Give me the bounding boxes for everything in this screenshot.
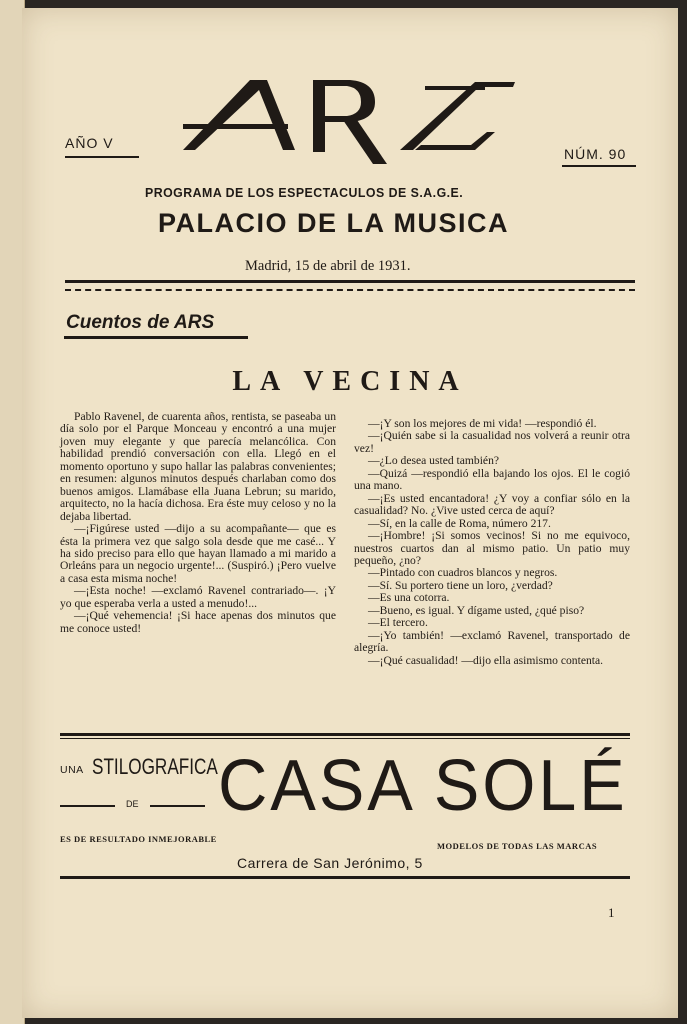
year-underline xyxy=(65,156,139,158)
right-paragraph: —¡Yo también! —exclamó Ravenel, transportado de alegría. xyxy=(354,628,630,655)
left-paragraph: —¡Figúrese usted —dijo a su acompañante— que es ésta la primera vez que salgo sola desde que me casé... Y ha sido preciso para ello que hayan llamado a mi marido a Orleáns para un negocio urgente!... (Suspiró.) ¡Pero vuelve a casa esta misma noche! xyxy=(60,522,336,585)
right-paragraph: —¡Qué casualidad! —dijo ella asimismo contenta. xyxy=(368,653,604,667)
year-label: AÑO V xyxy=(65,135,114,151)
right-paragraph: —El tercero. xyxy=(368,616,428,630)
right-paragraph: —¿Lo desea usted también? xyxy=(368,454,500,468)
right-paragraph: —Bueno, es igual. Y dígame usted, ¿qué piso? xyxy=(368,603,585,617)
number-underline xyxy=(562,165,636,167)
advert-una: UNA xyxy=(60,764,84,776)
advert-de: DE xyxy=(126,799,139,809)
section-label: Cuentos de ARS xyxy=(66,312,215,333)
advert-de-line-right xyxy=(150,805,205,807)
advert-top-rule-thin xyxy=(60,738,630,739)
right-paragraph: —¡Es usted encantadora! ¿Y voy a confiar sólo en la casualidad? No. ¿Vive usted cerca de aquí? xyxy=(354,491,630,518)
advert-left-tag: ES DE RESULTADO INMEJORABLE xyxy=(60,834,217,844)
left-paragraph: —¡Esta noche! —exclamó Ravenel contrariado—. ¡Y yo que esperaba verla a usted a menudo!... xyxy=(60,584,336,610)
left-paragraph: Pablo Ravenel, de cuarenta años, rentista, se paseaba un día solo por el Parque Monceau y encontró a una mujer joven muy elegante y que parecía melancólica. Con habilidad prendió conversación con ella. Llegó en el momento oportuno y supo hallar las palabras convenientes; en resumen: algunos minutos después charlaban como dos buenos amigos. Llamábase ella Juana Lebrun; su marido, arquitecto, no la hacía dichosa. Era éste muy celoso y no la dejaba libertad. xyxy=(60,410,336,523)
header-rule xyxy=(65,280,635,283)
right-paragraph: —¡Y son los mejores de mi vida! —respondió él. xyxy=(368,417,597,430)
advert-top-rule xyxy=(60,733,630,736)
right-paragraph: —Sí. Su portero tiene un loro, ¿verdad? xyxy=(368,578,553,592)
right-paragraph: —Es una cotorra. xyxy=(368,591,450,605)
story-right-column xyxy=(354,418,630,667)
story-title: LA VECINA xyxy=(232,366,468,397)
advert-address: Carrera de San Jerónimo, 5 xyxy=(237,855,423,871)
ars-logo xyxy=(175,72,520,167)
venue-title: PALACIO DE LA MUSICA xyxy=(158,208,509,238)
advert-stilografica: STILOGRAFICA xyxy=(92,754,218,779)
right-paragraph: —¡Hombre! ¡Si somos vecinos! Si no me equivoco, nuestros cuartos dan al mismo patio. Un patio muy pequeño, ¿no? xyxy=(354,529,630,567)
section-underline xyxy=(64,336,248,339)
right-paragraph: —Quizá —respondió ella bajando los ojos. El le cogió una mano. xyxy=(354,466,630,493)
page-number: 1 xyxy=(608,905,615,920)
right-paragraph: —Pintado con cuadros blancos y negros. xyxy=(368,566,558,580)
right-paragraph: —Sí, en la calle de Roma, número 217. xyxy=(368,516,551,530)
left-paragraph: —¡Qué vehemencia! ¡Si hace apenas dos minutos que me conoce usted! xyxy=(60,609,336,635)
right-paragraph: —¡Quién sabe si la casualidad nos volverá a reunir otra vez! xyxy=(354,429,630,455)
header-dash-rule xyxy=(65,289,635,291)
story-left-column xyxy=(60,411,336,635)
advert-brand: CASA SOLÉ xyxy=(218,746,628,826)
advert-right-tag: MODELOS DE TODAS LAS MARCAS xyxy=(437,841,598,851)
program-line: PROGRAMA DE LOS ESPECTACULOS DE S.A.G.E. xyxy=(145,185,464,200)
advert-de-line-left xyxy=(60,805,115,807)
number-label: NÚM. 90 xyxy=(564,146,627,162)
advert-bottom-rule xyxy=(60,876,630,879)
date-line: Madrid, 15 de abril de 1931. xyxy=(245,258,411,274)
